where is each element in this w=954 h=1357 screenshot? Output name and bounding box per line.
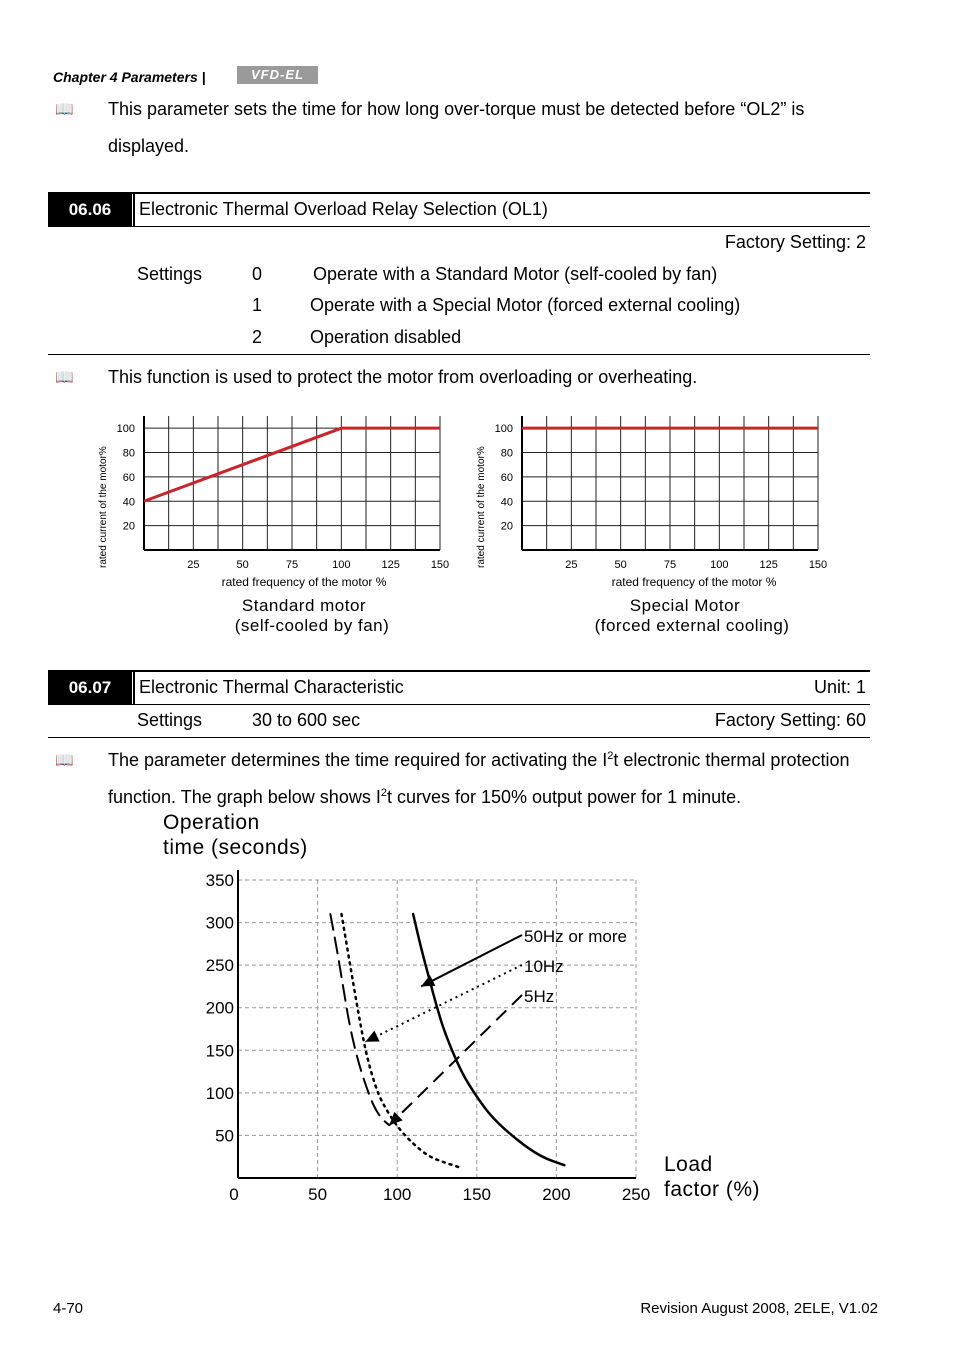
revision-text: Revision August 2008, 2ELE, V1.02 bbox=[640, 1300, 878, 1317]
arrow-head-icon bbox=[365, 1031, 379, 1042]
x-tick-label: 50 bbox=[614, 559, 627, 571]
y-axis-label-1: Operation bbox=[163, 811, 260, 834]
option-1-text: Operate with a Special Motor (forced external cooling) bbox=[310, 295, 741, 315]
chart-caption-1: Special Motor bbox=[629, 596, 741, 615]
x-tick-label: 100 bbox=[383, 1185, 412, 1204]
x-tick-label: 150 bbox=[430, 559, 450, 571]
y-axis-label: rated current of the motor% bbox=[476, 446, 487, 568]
param-divider bbox=[133, 193, 135, 226]
x-tick-label: 25 bbox=[565, 559, 578, 571]
param-code-0607: 06.07 bbox=[48, 671, 132, 704]
book-icon: 📖 bbox=[55, 101, 74, 118]
y-tick-label: 100 bbox=[116, 423, 135, 436]
chart-standard-motor bbox=[90, 390, 470, 640]
y-tick-label: 100 bbox=[494, 423, 513, 436]
settings-label-0606: Settings bbox=[137, 264, 203, 284]
x-tick-label: 150 bbox=[808, 559, 828, 571]
param-top-rule bbox=[48, 192, 870, 194]
y-tick-label: 300 bbox=[205, 913, 234, 933]
chart-caption-1: Standard motor bbox=[241, 596, 367, 615]
x-axis-label-1: Load bbox=[664, 1153, 713, 1176]
x-tick-label: 150 bbox=[462, 1185, 491, 1204]
x-tick-label: 125 bbox=[381, 559, 400, 571]
x-tick-label: 25 bbox=[187, 559, 200, 571]
param-bottom-rule bbox=[48, 737, 870, 738]
x-tick-label: 100 bbox=[710, 559, 729, 571]
y-tick-label: 150 bbox=[205, 1041, 234, 1061]
x-axis-label: rated frequency of the motor % bbox=[221, 575, 387, 589]
y-tick-label: 200 bbox=[205, 998, 234, 1018]
legend-arrow-line bbox=[421, 935, 522, 986]
x-tick-label: 75 bbox=[663, 559, 677, 571]
x-axis-label: rated frequency of the motor % bbox=[611, 575, 777, 589]
y-axis-label-2: time (seconds) bbox=[163, 836, 308, 859]
chart-i2t-curves bbox=[150, 806, 810, 1216]
option-1-value: 1 bbox=[252, 295, 263, 315]
param-title-0606: Electronic Thermal Overload Relay Selection (OL1) bbox=[139, 199, 548, 219]
y-tick-label: 20 bbox=[122, 520, 135, 533]
param-title-0607: Electronic Thermal Characteristic bbox=[139, 677, 404, 697]
series-dotted-curve bbox=[341, 914, 460, 1168]
y-tick-label: 80 bbox=[500, 447, 513, 460]
factory-setting-0607: Factory Setting: 60 bbox=[714, 710, 866, 730]
book-icon: 📖 bbox=[55, 369, 74, 386]
param-title-rule bbox=[48, 226, 870, 227]
legend-label: 10Hz bbox=[524, 957, 564, 976]
y-tick-label: 60 bbox=[122, 471, 135, 484]
y-tick-label: 80 bbox=[122, 447, 135, 460]
desc-0607-line-2: function. The graph below shows $I^2t$ curves for 150% output power for 1 minute. bbox=[108, 787, 742, 807]
chart-caption-2: (self-cooled by fan) bbox=[234, 616, 390, 635]
intro-line-2: displayed. bbox=[108, 136, 190, 156]
chapter-title: Chapter 4 Parameters bbox=[53, 69, 198, 85]
y-tick-label: 60 bbox=[500, 471, 513, 484]
y-tick-label: 50 bbox=[215, 1126, 234, 1146]
x-tick-label: 0 bbox=[229, 1185, 239, 1204]
page-number: 4-70 bbox=[53, 1300, 84, 1317]
unit-0607: Unit: 1 bbox=[813, 677, 866, 697]
x-tick-label: 100 bbox=[332, 559, 351, 571]
y-tick-label: 350 bbox=[205, 871, 234, 890]
option-2-text: Operation disabled bbox=[310, 327, 462, 347]
vfd-el-logo: VFD-EL bbox=[237, 66, 318, 84]
y-tick-label: 250 bbox=[205, 956, 234, 976]
y-axis-label: rated current of the motor% bbox=[98, 446, 109, 568]
option-0-text: Operate with a Standard Motor (self-cooled by fan) bbox=[313, 264, 718, 284]
legend-arrow-line bbox=[389, 995, 522, 1125]
y-tick-label: 40 bbox=[500, 496, 513, 509]
header-separator: | bbox=[201, 69, 206, 85]
x-axis-label-2: factor (%) bbox=[664, 1178, 761, 1201]
chart-special-motor bbox=[468, 390, 848, 640]
x-tick-label: 250 bbox=[621, 1185, 651, 1204]
param-title-rule bbox=[48, 704, 870, 705]
intro-line-1: This parameter sets the time for how long over-torque must be detected before “OL2” is bbox=[108, 99, 805, 119]
x-tick-label: 50 bbox=[308, 1185, 328, 1204]
x-tick-label: 75 bbox=[285, 559, 299, 571]
param-divider bbox=[133, 671, 135, 704]
option-0-value: 0 bbox=[252, 264, 263, 284]
param-bottom-rule bbox=[48, 354, 870, 355]
legend-label: 50Hz or more bbox=[524, 927, 627, 946]
legend-label: 5Hz bbox=[524, 987, 555, 1006]
chart-caption-2: (forced external cooling) bbox=[594, 616, 790, 635]
x-tick-label: 125 bbox=[759, 559, 778, 571]
desc-0607-line-1: The parameter determines the time required for activating the $I^2t$ electronic thermal protection bbox=[108, 750, 850, 770]
y-tick-label: 40 bbox=[122, 496, 135, 509]
settings-label-0607: Settings bbox=[137, 710, 203, 730]
y-tick-label: 20 bbox=[500, 520, 513, 533]
note-0606: This function is used to protect the motor from overloading or overheating. bbox=[108, 367, 698, 387]
chapter-header bbox=[53, 69, 206, 85]
param-top-rule bbox=[48, 670, 870, 672]
x-tick-label: 200 bbox=[542, 1185, 571, 1204]
x-tick-label: 50 bbox=[236, 559, 249, 571]
settings-range-0607: 30 to 600 sec bbox=[252, 710, 361, 730]
book-icon: 📖 bbox=[55, 752, 74, 769]
param-code-0606: 06.06 bbox=[48, 193, 132, 226]
option-2-value: 2 bbox=[252, 327, 263, 347]
factory-setting-0606: Factory Setting: 2 bbox=[724, 232, 866, 252]
y-tick-label: 100 bbox=[205, 1083, 234, 1103]
